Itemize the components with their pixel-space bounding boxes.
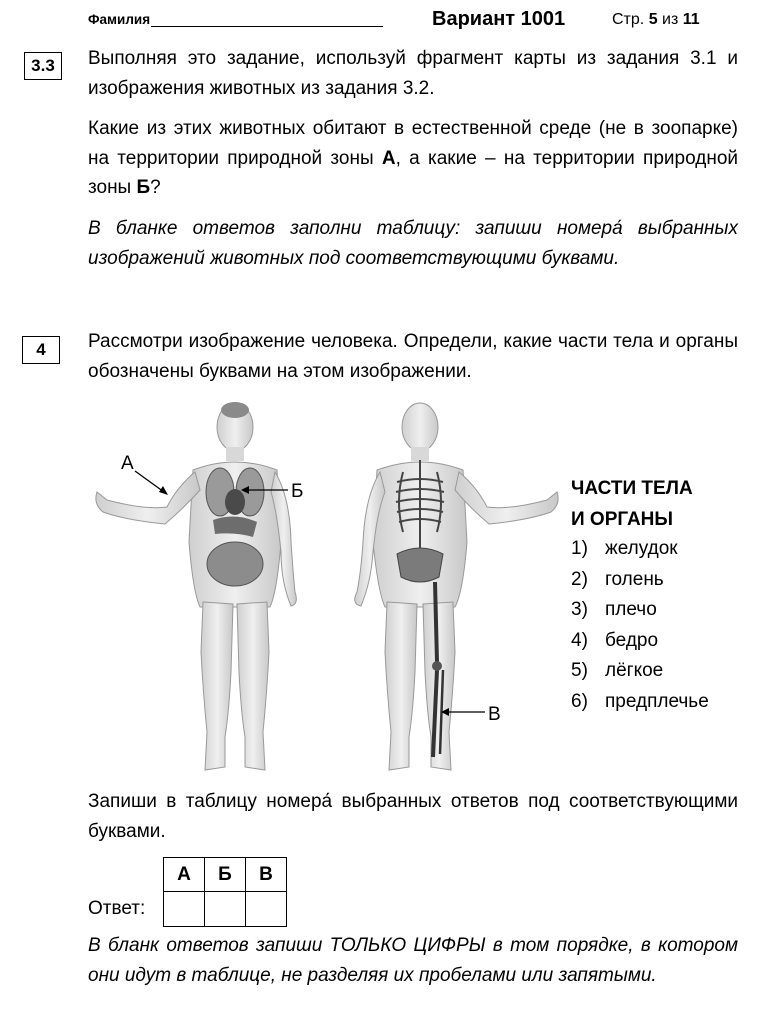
variant-title: Вариант 1001 (432, 8, 566, 30)
legend-list (571, 534, 709, 718)
answer-header-a: А (164, 858, 205, 892)
page-current: 5 (648, 11, 658, 28)
task-number-badge: 4 (22, 336, 60, 364)
page-header (0, 8, 765, 38)
answer-table (163, 857, 287, 927)
task-number-badge: 3.3 (24, 52, 62, 80)
label-b: Б (291, 481, 304, 502)
surname-label: Фамилия (88, 12, 151, 27)
answer-header-b: Б (205, 858, 246, 892)
answer-label: Ответ: (88, 898, 146, 919)
back-body (355, 403, 558, 770)
surname-field (88, 12, 383, 27)
answer-cell-v[interactable] (246, 892, 287, 927)
task-4-intro: Рассмотри изображение человека. Определи, какие части тела и органы обозначены буквами на этом изображении. (88, 331, 738, 382)
legend-title: ЧАСТИ ТЕЛА И ОРГАНЫ (571, 478, 693, 530)
answer-cell-b[interactable] (205, 892, 246, 927)
list-item: 6) предплечье (571, 690, 709, 712)
answer-cell-a[interactable] (164, 892, 205, 927)
answer-header-v: В (246, 858, 287, 892)
write-instruction: Запиши в таблицу номера́ выбранных ответов под соответствующими буквами. (88, 791, 738, 842)
surname-line[interactable] (151, 12, 383, 27)
label-a-pointer (121, 453, 168, 495)
zone-b: Б (136, 177, 151, 198)
list-item: 2) голень (571, 568, 664, 590)
list-item: 1) желудок (571, 538, 678, 559)
task-3-3-para2: Какие из этих животных обитают в естественной среде (не в зоопарке) на территории природной зоны А, а какие – на территории природной зоны Б? (88, 118, 738, 198)
human-body-figure (85, 392, 565, 792)
page-total: 11 (682, 11, 700, 28)
list-item: 5) лёгкое (571, 660, 664, 682)
zone-a: А (381, 147, 396, 169)
label-v: В (488, 704, 501, 725)
list-item: 4) бедро (571, 629, 659, 651)
list-item: 3) плечо (571, 599, 657, 621)
task-3-3-instruction: В бланке ответов заполни таблицу: запиши номера́ выбранных изображений животных под соответствующими буквами. (88, 218, 738, 269)
final-note: В бланк ответов запиши ТОЛЬКО ЦИФРЫ в том порядке, в котором они идут в таблице, не разделяя их пробелами или запятыми. (88, 935, 738, 986)
page-number (612, 11, 700, 29)
page-of: из (662, 11, 679, 28)
label-a: А (121, 453, 134, 474)
task-3-3-para1: Выполняя это задание, используй фрагмент карты из задания 3.1 и изображения животных из задания 3.2. (88, 48, 738, 99)
page-prefix: Стр. (612, 11, 645, 28)
